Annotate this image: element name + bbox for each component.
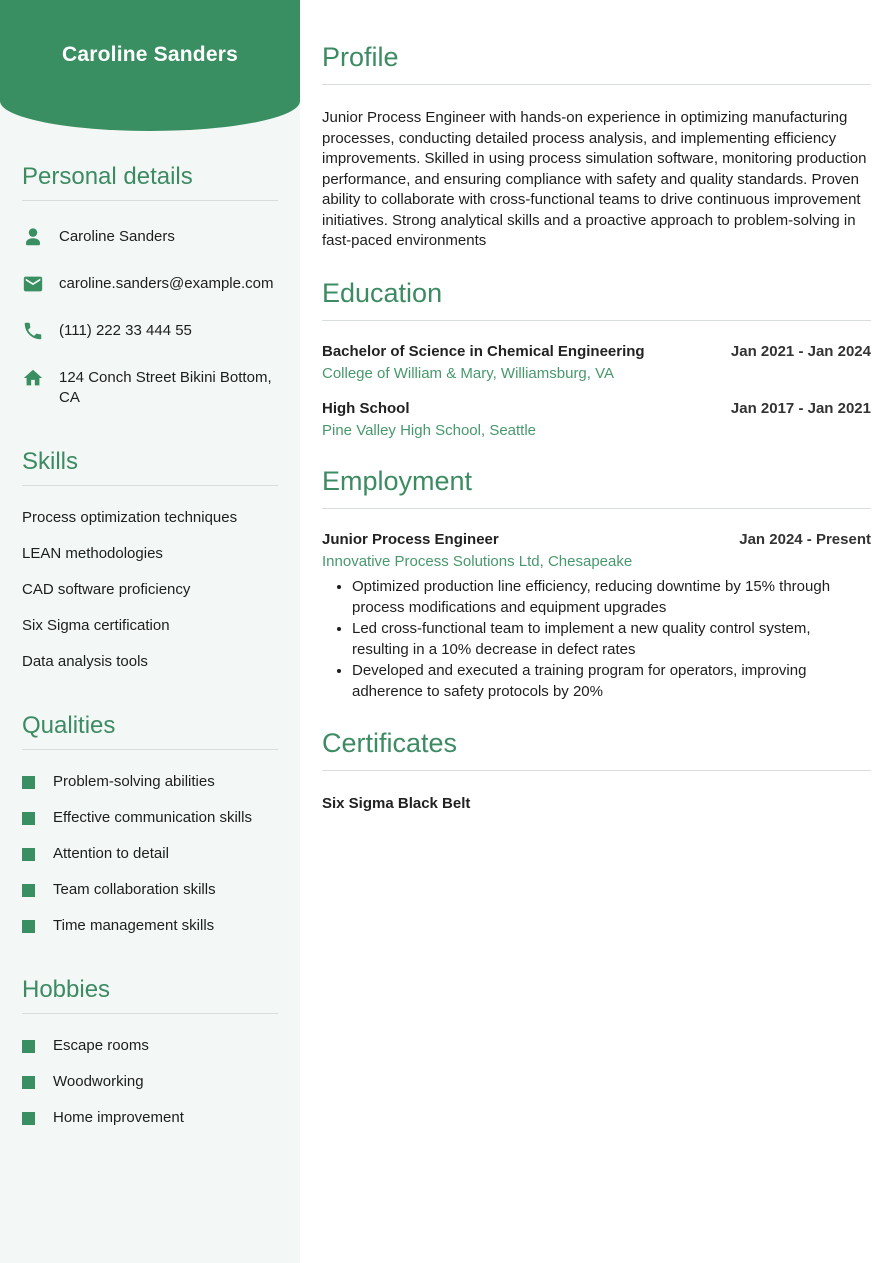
school-name: Pine Valley High School, Seattle xyxy=(322,421,537,439)
company-name: Innovative Process Solutions Ltd, Chesapeake xyxy=(322,552,633,570)
education-entry-head xyxy=(322,400,871,417)
square-bullet-icon xyxy=(22,1040,35,1053)
hobby-item: Woodworking xyxy=(22,1072,278,1092)
school-name: College of William & Mary, Williamsburg, VA xyxy=(322,364,615,382)
personal-detail-address xyxy=(22,367,278,408)
square-bullet-icon xyxy=(22,920,35,933)
email-icon xyxy=(22,273,44,295)
square-bullet-icon xyxy=(22,848,35,861)
quality-item: Effective communication skills xyxy=(22,808,278,828)
person-name: Caroline Sanders xyxy=(62,42,238,66)
personal-detail-value: Caroline Sanders xyxy=(59,228,175,245)
hobbies-title: Hobbies xyxy=(22,976,111,1003)
divider xyxy=(322,770,871,771)
skill-item: Six Sigma certification xyxy=(22,617,170,634)
education-dates: Jan 2021 - Jan 2024 xyxy=(730,342,871,360)
divider xyxy=(322,84,871,85)
quality-item: Team collaboration skills xyxy=(22,880,278,900)
sidebar xyxy=(0,0,300,1263)
skills-title: Skills xyxy=(22,448,79,475)
employment-entry-head xyxy=(322,531,871,548)
education-entry xyxy=(322,343,871,383)
skill-item: CAD software proficiency xyxy=(22,581,191,598)
degree-title: High School xyxy=(322,399,410,417)
qualities-list xyxy=(22,772,278,936)
home-icon xyxy=(22,367,44,389)
certificate-item: Six Sigma Black Belt xyxy=(322,794,471,812)
employment-bullet: • Optimized production line efficiency, reducing downtime by 15% through process modifications and equipment upgrades xyxy=(352,576,871,618)
personal-details-title: Personal details xyxy=(22,163,193,190)
quality-item: Problem-solving abilities xyxy=(22,772,278,792)
employment-bullet: • Led cross-functional team to implement a new quality control system, resulting in a 10% decrease in defect rates xyxy=(352,618,871,660)
square-bullet-icon xyxy=(22,884,35,897)
divider xyxy=(322,320,871,321)
personal-detail-value: 124 Conch Street Bikini Bottom, CA xyxy=(59,369,272,406)
hobbies-list xyxy=(22,1036,278,1128)
personal-detail-value: (111) 222 33 444 55 xyxy=(59,322,192,339)
skill-item: Process optimization techniques xyxy=(22,509,238,526)
education-dates: Jan 2017 - Jan 2021 xyxy=(730,399,871,417)
employment-entry xyxy=(322,531,871,702)
square-bullet-icon xyxy=(22,1112,35,1125)
resume-main xyxy=(300,0,893,1263)
education-title: Education xyxy=(322,277,443,308)
skill-item: Data analysis tools xyxy=(22,653,148,670)
personal-detail-phone xyxy=(22,320,278,342)
qualities-title: Qualities xyxy=(22,712,116,739)
personal-detail-name xyxy=(22,226,278,248)
quality-item: Attention to detail xyxy=(22,844,278,864)
job-title: Junior Process Engineer xyxy=(322,530,499,548)
sidebar-header xyxy=(0,0,300,131)
education-entry xyxy=(322,400,871,440)
person-icon xyxy=(22,226,44,248)
square-bullet-icon xyxy=(22,776,35,789)
personal-detail-value: caroline.sanders@example.com xyxy=(59,275,274,292)
quality-item: Time management skills xyxy=(22,916,278,936)
employment-dates: Jan 2024 - Present xyxy=(739,530,871,548)
certificates-title: Certificates xyxy=(322,727,458,758)
divider xyxy=(322,508,871,509)
employment-bullet: • Developed and executed a training program for operators, improving adherence to safety protocols by 20% xyxy=(352,660,871,702)
personal-detail-email xyxy=(22,273,278,295)
skill-item: LEAN methodologies xyxy=(22,545,163,562)
phone-icon xyxy=(22,320,44,342)
divider xyxy=(22,1013,278,1014)
hobby-item: Home improvement xyxy=(22,1108,278,1128)
divider xyxy=(22,749,278,750)
sidebar-body xyxy=(0,163,300,1128)
divider xyxy=(22,485,278,486)
education-entry-head xyxy=(322,343,871,360)
divider xyxy=(22,200,278,201)
profile-title: Profile xyxy=(322,42,399,72)
hobby-item: Escape rooms xyxy=(22,1036,278,1056)
profile-text: Junior Process Engineer with hands-on experience in optimizing manufacturing processes, conducting detailed process analysis, and implementing efficiency improvements. Skilled in using process simulation software, monitoring production performance, and ensuring compliance with safety and quality standards. Proven ability to collaborate with cross-functional teams to drive continuous improvement initiatives. Strong analytical skills and a proactive approach to problem-solving in fast-paced environments xyxy=(322,109,867,249)
degree-title: Bachelor of Science in Chemical Engineering xyxy=(322,342,645,360)
employment-title: Employment xyxy=(322,465,473,496)
square-bullet-icon xyxy=(22,812,35,825)
employment-bullet-list xyxy=(330,576,871,702)
skills-list xyxy=(22,508,278,672)
square-bullet-icon xyxy=(22,1076,35,1089)
